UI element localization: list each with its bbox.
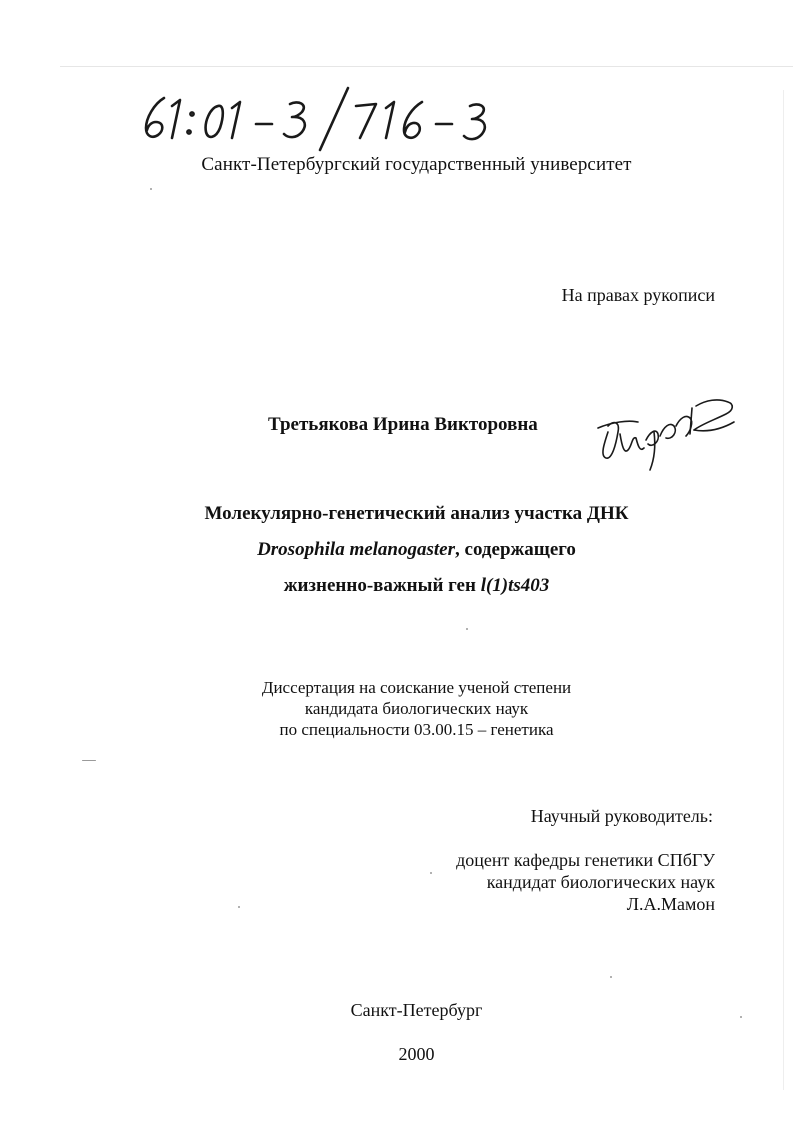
species-name: Drosophila melanogaster: [257, 539, 456, 560]
degree-line-3: по специальности 03.00.15 – генетика: [279, 720, 554, 739]
advisor-heading: Научный руководитель:: [530, 806, 713, 826]
author-name: Третьякова Ирина Викторовна: [268, 414, 538, 435]
advisor-position: доцент кафедры генетики СПбГУ: [456, 850, 715, 870]
title-line-1: Молекулярно-генетический анализ участка ДНК: [204, 503, 629, 524]
city: Санкт-Петербург: [350, 1000, 483, 1020]
university-name: Санкт-Петербургский государственный университет: [201, 154, 632, 175]
scan-edge-top: [60, 66, 793, 67]
scan-speck: [82, 760, 96, 761]
scan-speck: [740, 1016, 742, 1018]
degree-line-2: кандидата биологических наук: [304, 699, 529, 718]
scan-speck: [238, 906, 240, 908]
scan-speck: [150, 188, 152, 190]
manuscript-rights-note: На правах рукописи: [561, 285, 715, 305]
scan-speck: [610, 976, 612, 978]
year: 2000: [398, 1044, 435, 1064]
title-line-3: [40, 573, 793, 609]
title-line-3-plain: жизненно-важный ген: [283, 575, 481, 596]
author-signature: [594, 392, 738, 472]
scan-speck: [430, 872, 432, 874]
dissertation-title: [0, 501, 793, 609]
advisor-degree: кандидат биологических наук: [486, 872, 715, 892]
degree-statement: [0, 677, 793, 740]
registry-number-handwritten: [136, 84, 516, 154]
title-line-2: [40, 537, 793, 573]
title-line-2-rest: , содержащего: [455, 539, 576, 560]
signature-strokes: [594, 392, 738, 472]
degree-line-1: Диссертация на соискание ученой степени: [261, 678, 572, 697]
scan-speck: [466, 628, 468, 630]
advisor-details: [456, 849, 715, 915]
registry-number-strokes: [136, 84, 516, 154]
gene-name: l(1)ts403: [480, 575, 550, 596]
advisor-name: Л.А.Мамон: [626, 894, 715, 914]
